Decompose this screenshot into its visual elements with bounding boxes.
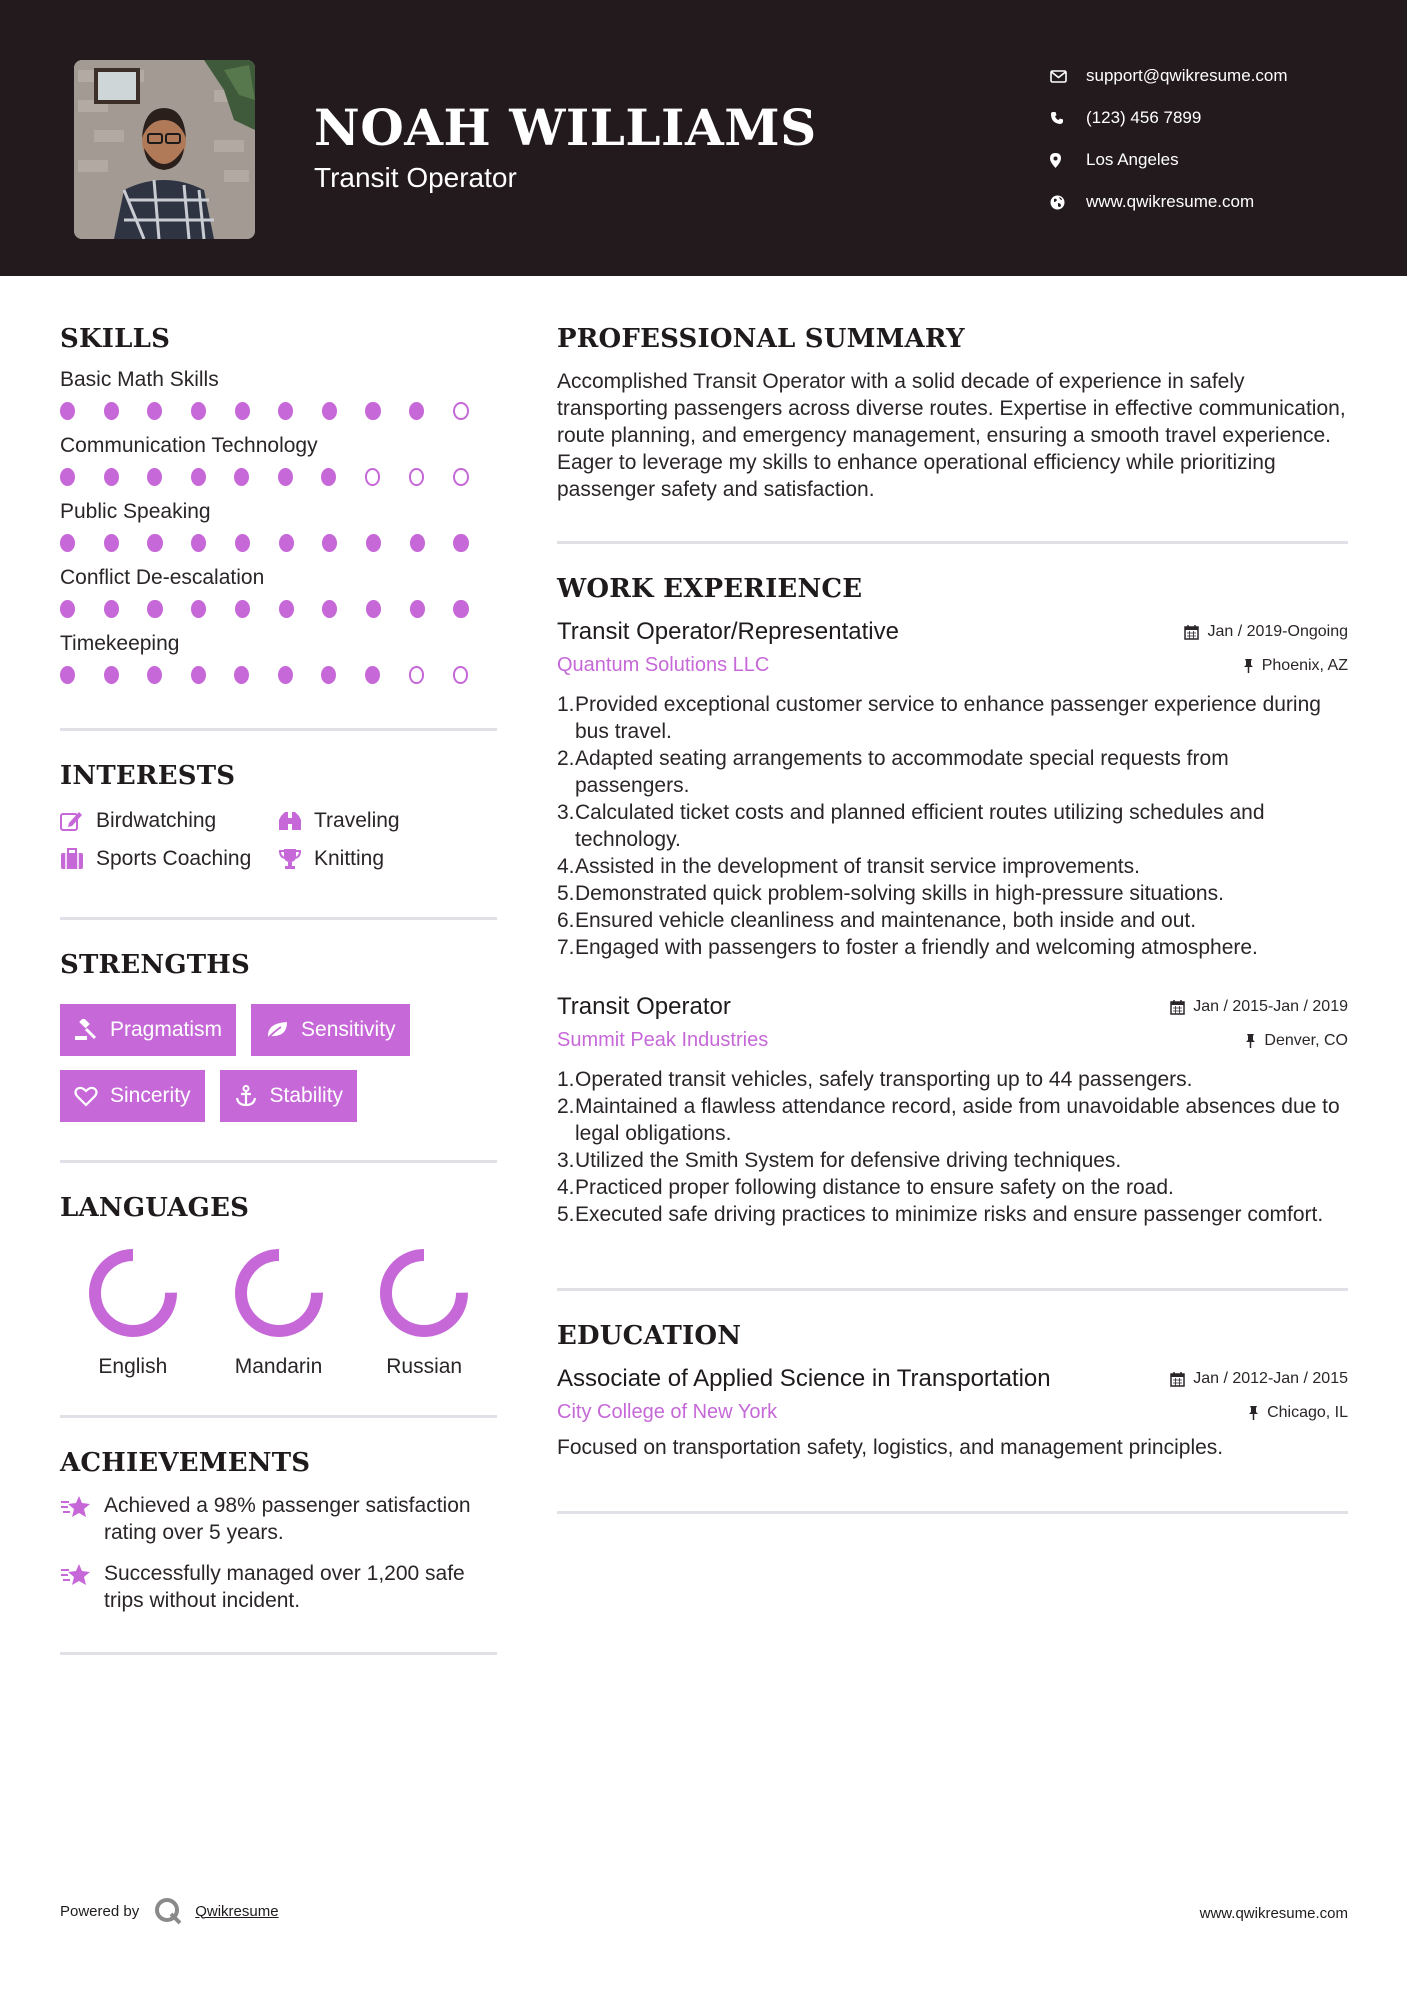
strengths-list [60, 1004, 497, 1122]
interest-label: Sports Coaching [96, 847, 252, 870]
interest-label: Knitting [314, 847, 385, 870]
edit-icon [60, 810, 84, 832]
skill-item [60, 500, 497, 552]
left-column [60, 276, 497, 1655]
strength-chip [60, 1004, 236, 1056]
globe-icon [1050, 195, 1086, 210]
skill-dot [453, 402, 469, 420]
skill-dot [191, 402, 206, 420]
skill-dot [322, 600, 337, 618]
anchor-icon [234, 1085, 258, 1107]
skill-dot [60, 468, 75, 486]
contact-email-text: support@qwikresume.com [1086, 66, 1288, 85]
duty-item [557, 934, 1348, 961]
duty-text: Utilized the Smith System for defensive driving techniques. [575, 1149, 1122, 1172]
strengths-section [60, 950, 497, 1122]
skill-dot [410, 534, 425, 552]
skill-dot [410, 600, 425, 618]
skill-dot [147, 402, 162, 420]
company-name: Summit Peak Industries [557, 1029, 769, 1051]
skill-dot [366, 534, 381, 552]
resume-header [0, 0, 1407, 276]
education-location-text: Chicago, IL [1267, 1403, 1348, 1421]
achievement-item [60, 1492, 497, 1546]
skill-rating [60, 600, 497, 618]
skill-name: Timekeeping [60, 632, 180, 655]
skill-dot [322, 534, 337, 552]
skill-rating [60, 468, 497, 486]
skill-rating [60, 402, 497, 420]
qwikresume-link[interactable]: Qwikresume [195, 1902, 279, 1920]
strength-label: Sincerity [110, 1084, 191, 1107]
skill-item [60, 434, 497, 486]
strength-label: Sensitivity [301, 1018, 396, 1041]
job-entry [557, 993, 1348, 1228]
skill-dot [278, 666, 293, 684]
duty-number: 6. [557, 909, 575, 932]
language-item [206, 1245, 352, 1379]
skill-dot [322, 402, 337, 420]
contact-website[interactable] [1050, 181, 1380, 223]
skill-dot [453, 600, 468, 618]
language-item [351, 1245, 497, 1379]
skill-dot [366, 600, 381, 618]
skill-dot [279, 534, 294, 552]
languages-list [60, 1245, 497, 1379]
job-location [1243, 657, 1348, 675]
pushpin-icon [1248, 1405, 1259, 1420]
candidate-name: NOAH WILLIAMS [314, 98, 817, 157]
experience-heading: WORK EXPERIENCE [557, 574, 863, 604]
job-duties [557, 691, 1348, 961]
duty-text: Ensured vehicle cleanliness and maintenance, both inside and out. [575, 909, 1197, 932]
school-name: City College of New York [557, 1401, 778, 1423]
duty-text: Engaged with passengers to foster a friendly and welcoming atmosphere. [575, 936, 1258, 959]
duty-number: 4. [557, 855, 575, 878]
section-divider [557, 1511, 1348, 1514]
duty-number: 4. [557, 1176, 575, 1199]
job-location [1245, 1032, 1348, 1050]
skill-dot [191, 600, 206, 618]
skill-dot [409, 402, 424, 420]
duty-item [557, 1147, 1348, 1174]
pushpin-icon [1243, 658, 1254, 673]
skill-item [60, 632, 497, 684]
footer-powered-by [60, 1896, 279, 1926]
duty-number: 1. [557, 1068, 575, 1091]
languages-heading: LANGUAGES [60, 1193, 250, 1223]
summary-section [557, 324, 1348, 503]
job-date-text: Jan / 2015-Jan / 2019 [1193, 998, 1348, 1015]
achievement-item [60, 1560, 497, 1614]
skill-dot [104, 402, 119, 420]
duty-item [557, 745, 1348, 799]
skill-dot [147, 666, 162, 684]
education-description: Focused on transportation safety, logistics, and management principles. [557, 1436, 1224, 1459]
language-name: Russian [386, 1355, 463, 1378]
skill-dot [365, 666, 380, 684]
interests-heading: INTERESTS [60, 761, 236, 791]
language-level-ring [85, 1245, 181, 1341]
duty-text: Assisted in the development of transit service improvements. [575, 855, 1140, 878]
degree-title: Associate of Applied Science in Transportation [557, 1365, 1051, 1392]
language-level-ring [376, 1245, 472, 1341]
skill-dot [147, 600, 162, 618]
experience-section [557, 574, 1348, 1228]
candidate-title: Transit Operator [314, 162, 517, 193]
duty-text: Demonstrated quick problem-solving skills in high-pressure situations. [575, 882, 1224, 905]
job-location-text: Phoenix, AZ [1261, 656, 1348, 674]
contact-phone-text: (123) 456 7899 [1086, 108, 1202, 127]
strength-chip [220, 1070, 358, 1122]
leaf-icon [265, 1019, 289, 1041]
duty-text: Adapted seating arrangements to accommodate special requests from passengers. [575, 747, 1229, 797]
skill-dot [365, 468, 381, 486]
job-entry [557, 618, 1348, 961]
footer-website[interactable]: www.qwikresume.com [1199, 1905, 1348, 1922]
strength-label: Pragmatism [110, 1018, 223, 1041]
job-title: Transit Operator/Representative [557, 618, 899, 645]
calendar-icon [1184, 625, 1199, 640]
language-level-arc [241, 1255, 317, 1331]
calendar-icon [1170, 1000, 1185, 1015]
interest-label: Birdwatching [96, 809, 217, 832]
duty-item [557, 691, 1348, 745]
section-divider [60, 1415, 497, 1418]
duty-item [557, 799, 1348, 853]
skill-dot [104, 468, 119, 486]
duty-number: 1. [557, 693, 575, 716]
contact-email[interactable] [1050, 55, 1380, 97]
section-divider [60, 1652, 497, 1655]
achievement-text: Achieved a 98% passenger satisfaction rating over 5 years. [104, 1494, 471, 1544]
job-duties [557, 1066, 1348, 1228]
job-date-text: Jan / 2019-Ongoing [1207, 623, 1348, 640]
education-location [1248, 1404, 1348, 1422]
language-item [60, 1245, 206, 1379]
skill-rating [60, 534, 497, 552]
language-level-ring [231, 1245, 327, 1341]
achievements-heading: ACHIEVEMENTS [60, 1448, 311, 1478]
skill-dot [321, 666, 336, 684]
skill-dot [235, 600, 250, 618]
summary-text: Accomplished Transit Operator with a solid decade of experience in safely transporting passengers across diverse routes. Expertise in effective communication, route planning, and emergency management, ensuring a smooth travel experience. Eager to leverage my skills to enhance operational efficiency while prioritizing passenger safety and satisfaction. [557, 370, 1346, 501]
skill-dot [235, 402, 250, 420]
duty-item [557, 1093, 1348, 1147]
duty-item [557, 853, 1348, 880]
skill-dot [278, 402, 293, 420]
contact-location-text: Los Angeles [1086, 150, 1179, 169]
skills-heading: SKILLS [60, 324, 171, 354]
language-level-arc [386, 1255, 462, 1331]
strength-label: Stability [269, 1084, 344, 1107]
skill-dot [104, 534, 119, 552]
right-column [557, 276, 1348, 1514]
skill-name: Basic Math Skills [60, 368, 219, 391]
language-level-arc [95, 1255, 171, 1331]
education-heading: EDUCATION [557, 1321, 742, 1351]
education-date-text: Jan / 2012-Jan / 2015 [1193, 1370, 1348, 1387]
profile-photo [74, 60, 255, 239]
interests-list [60, 809, 497, 871]
skill-name: Public Speaking [60, 500, 211, 523]
skill-dot [234, 468, 249, 486]
duty-text: Operated transit vehicles, safely transporting up to 44 passengers. [575, 1068, 1193, 1091]
strength-chip [251, 1004, 410, 1056]
skill-item [60, 566, 497, 618]
interest-item [60, 809, 278, 833]
strengths-heading: STRENGTHS [60, 950, 251, 980]
envelope-icon [1050, 70, 1086, 83]
duty-number: 2. [557, 1095, 575, 1118]
duty-text: Practiced proper following distance to ensure safety on the road. [575, 1176, 1174, 1199]
duty-text: Provided exceptional customer service to enhance passenger experience during bus travel. [575, 693, 1321, 743]
section-divider [60, 728, 497, 731]
skill-dot [191, 666, 206, 684]
skill-dot [104, 600, 119, 618]
duty-text: Executed safe driving practices to minimize risks and ensure passenger comfort. [575, 1203, 1324, 1226]
contact-list [1050, 55, 1380, 223]
briefcase-icon [60, 848, 84, 870]
summary-heading: PROFESSIONAL SUMMARY [557, 324, 965, 354]
skill-dot [409, 468, 425, 486]
powered-by-text: Powered by [60, 1902, 140, 1920]
education-date [1170, 1370, 1348, 1388]
company-name: Quantum Solutions LLC [557, 654, 770, 676]
heart-icon [74, 1085, 98, 1107]
calendar-icon [1170, 1372, 1185, 1387]
contact-location [1050, 139, 1380, 181]
contact-website-text: www.qwikresume.com [1086, 192, 1255, 211]
skills-section [60, 324, 497, 684]
skill-dot [191, 468, 206, 486]
binoculars-icon [278, 810, 302, 832]
skill-dot [453, 666, 469, 684]
skill-dot [234, 666, 249, 684]
skill-dot [147, 534, 162, 552]
interests-section [60, 761, 497, 871]
shooting-star-icon [60, 1562, 92, 1588]
pushpin-icon [1245, 1033, 1256, 1048]
skill-item [60, 368, 497, 420]
skill-dot [235, 534, 250, 552]
interest-item [60, 847, 278, 871]
gavel-icon [74, 1019, 98, 1041]
section-divider [557, 541, 1348, 544]
duty-item [557, 1201, 1348, 1228]
skill-dot [60, 600, 75, 618]
duty-item [557, 1174, 1348, 1201]
duty-text: Maintained a flawless attendance record, aside from unavoidable absences due to legal obligations. [575, 1095, 1340, 1145]
contact-phone[interactable] [1050, 97, 1380, 139]
duty-text: Calculated ticket costs and planned efficient routes utilizing schedules and technology. [575, 801, 1265, 851]
trophy-icon [278, 848, 302, 870]
skill-dot [365, 402, 380, 420]
job-title: Transit Operator [557, 993, 731, 1020]
education-section [557, 1321, 1348, 1461]
skill-rating [60, 666, 497, 684]
job-date [1170, 998, 1348, 1016]
skill-name: Conflict De-escalation [60, 566, 265, 589]
achievement-text: Successfully managed over 1,200 safe trips without incident. [104, 1562, 465, 1612]
section-divider [60, 917, 497, 920]
interest-item [278, 809, 488, 833]
skill-dot [147, 468, 162, 486]
phone-icon [1050, 111, 1086, 125]
achievements-section [60, 1448, 497, 1614]
section-divider [557, 1288, 1348, 1291]
languages-section [60, 1193, 497, 1379]
job-date [1184, 623, 1348, 641]
skill-dot [60, 534, 75, 552]
duty-item [557, 880, 1348, 907]
duty-number: 3. [557, 801, 575, 824]
interest-label: Traveling [314, 809, 400, 832]
skill-dot [453, 534, 468, 552]
duty-number: 7. [557, 936, 575, 959]
duty-number: 2. [557, 747, 575, 770]
skill-dot [60, 666, 75, 684]
skill-dot [321, 468, 336, 486]
shooting-star-icon [60, 1494, 92, 1520]
duty-item [557, 1066, 1348, 1093]
section-divider [60, 1160, 497, 1163]
skill-dot [453, 468, 469, 486]
interest-item [278, 847, 488, 871]
language-name: English [98, 1355, 168, 1378]
education-entry [557, 1365, 1348, 1461]
duty-number: 5. [557, 1203, 575, 1226]
language-name: Mandarin [234, 1355, 323, 1378]
skill-dot [279, 600, 294, 618]
skills-list [60, 368, 497, 684]
duty-number: 5. [557, 882, 575, 905]
duty-number: 3. [557, 1149, 575, 1172]
skill-name: Communication Technology [60, 434, 318, 457]
strength-chip [60, 1070, 205, 1122]
skill-dot [409, 666, 425, 684]
skill-dot [104, 666, 119, 684]
job-location-text: Denver, CO [1264, 1031, 1348, 1049]
duty-item [557, 907, 1348, 934]
skill-dot [278, 468, 293, 486]
qwikresume-logo-icon [153, 1896, 183, 1926]
skill-dot [60, 402, 75, 420]
map-pin-icon [1050, 153, 1086, 168]
skill-dot [191, 534, 206, 552]
